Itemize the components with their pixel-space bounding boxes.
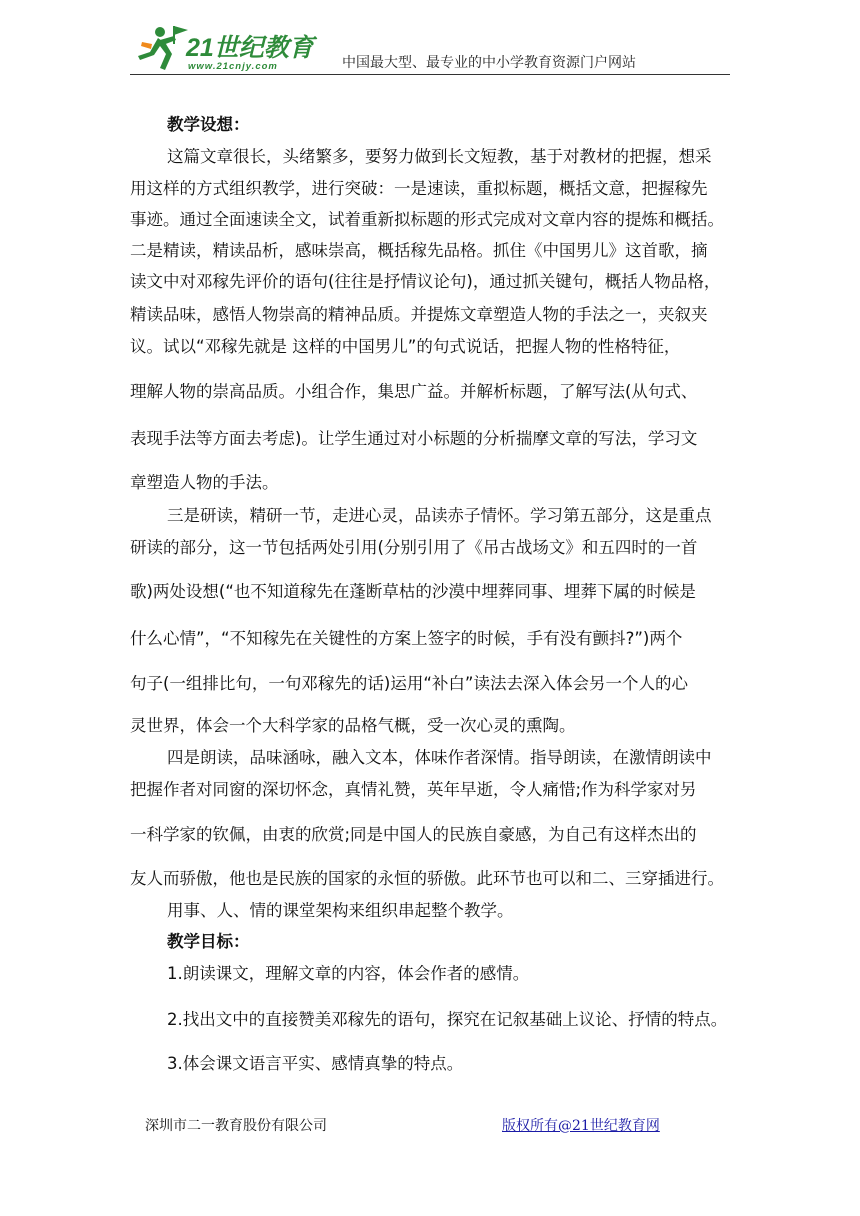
paragraph-line: 友人而骄傲，他也是民族的国家的永恒的骄傲。此环节也可以和二、三穿插进行。	[130, 869, 724, 888]
page-header	[130, 22, 730, 76]
paragraph-line: 议。试以“邓稼先就是 这样的中国男儿”的句式说话，把握人物的性格特征，	[130, 337, 681, 356]
paragraph-line: 什么心情”，“不知稼先在关键性的方案上签字的时候，手有没有颤抖?”)两个	[130, 629, 683, 648]
goal-item: 3.体会课文语言平实、感情真挚的特点。	[167, 1054, 464, 1073]
site-logo[interactable]	[130, 22, 330, 74]
paragraph-line: 三是研读，精研一节，走进心灵，品读赤子情怀。学习第五部分，这是重点	[167, 506, 712, 525]
section-heading-design: 教学设想：	[167, 115, 250, 134]
paragraph-line: 读文中对邓稼先评价的语句(往往是抒情议论句)，通过抓关键句，概括人物品格，	[130, 272, 721, 291]
footer-copyright-link[interactable]: 版权所有@21世纪教育网	[502, 1118, 660, 1134]
paragraph-line: 精读品味，感悟人物崇高的精神品质。并提炼文章塑造人物的手法之一，夹叙夹	[130, 305, 708, 324]
section-heading-goals: 教学目标：	[167, 932, 250, 951]
goal-item: 1.朗读课文，理解文章的内容，体会作者的感情。	[167, 964, 530, 983]
paragraph-line: 章塑造人物的手法。	[130, 473, 279, 492]
paragraph-line: 灵世界，体会一个大科学家的品格气概，受一次心灵的熏陶。	[130, 716, 576, 735]
paragraph-line: 歌)两处设想(“也不知道稼先在蓬断草枯的沙漠中埋葬同事、埋葬下属的时候是	[130, 582, 696, 601]
paragraph-line: 二是精读，精读品析，感味崇高，概括稼先品格。抓住《中国男儿》这首歌，摘	[130, 241, 708, 260]
paragraph-line: 表现手法等方面去考虑)。让学生通过对小标题的分析揣摩文章的写法，学习文	[130, 429, 698, 448]
paragraph-line: 这篇文章很长，头绪繁多，要努力做到长文短教，基于对教材的把握，想采	[167, 147, 712, 166]
paragraph-line: 研读的部分，这一节包括两处引用(分别引用了《吊古战场文》和五四时的一首	[130, 538, 698, 557]
header-divider	[130, 74, 730, 75]
logo-url[interactable]: www.21cnjy.com	[188, 61, 278, 72]
paragraph-line: 用这样的方式组织教学，进行突破：一是速读，重拟标题，概括文意，把握稼先	[130, 179, 708, 198]
paragraph-line: 用事、人、情的课堂架构来组织串起整个教学。	[167, 901, 514, 920]
site-tagline: 中国最大型、最专业的中小学教育资源门户网站	[342, 55, 636, 71]
paragraph-line: 理解人物的崇高品质。小组合作，集思广益。并解析标题，了解写法(从句式、	[130, 382, 698, 401]
running-man-icon	[130, 22, 190, 74]
goal-item: 2.找出文中的直接赞美邓稼先的语句，探究在记叙基础上议论、抒情的特点。	[167, 1010, 728, 1029]
paragraph-line: 句子(一组排比句，一句邓稼先的话)运用“补白”读法去深入体会另一个人的心	[130, 674, 688, 693]
paragraph-line: 把握作者对同窗的深切怀念，真情礼赞，英年早逝，令人痛惜;作为科学家对另	[130, 780, 697, 799]
paragraph-line: 一科学家的钦佩，由衷的欣赏;同是中国人的民族自豪感，为自己有这样杰出的	[130, 825, 697, 844]
paragraph-line: 事迹。通过全面速读全文，试着重新拟标题的形式完成对文章内容的提炼和概括。	[130, 210, 724, 229]
logo-text: 21世纪教育	[186, 34, 314, 62]
footer-company: 深圳市二一教育股份有限公司	[145, 1118, 327, 1134]
paragraph-line: 四是朗读，品味涵咏，融入文本，体味作者深情。指导朗读，在激情朗读中	[167, 748, 712, 767]
